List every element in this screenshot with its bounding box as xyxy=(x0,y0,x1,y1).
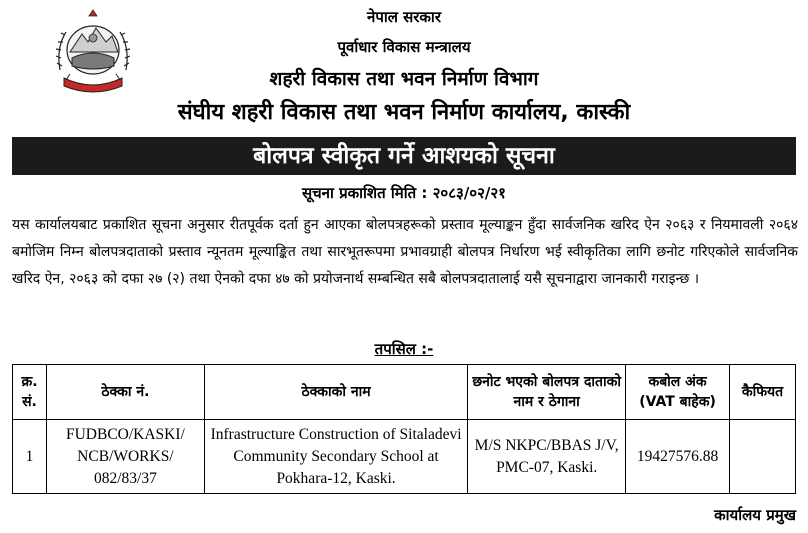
cell-bidder: M/S NKPC/BBAS J/V, PMC-07, Kaski. xyxy=(468,420,626,494)
cell-remarks xyxy=(730,420,796,494)
cell-contract-name: Infrastructure Construction of Sitaladevi Community Secondary School at Pokhara-12, Kaski. xyxy=(204,420,467,494)
cell-amount: 19427576.88 xyxy=(626,420,730,494)
header-contract-no: ठेक्का नं. xyxy=(46,365,204,420)
signature-title: कार्यालय प्रमुख xyxy=(714,506,796,524)
office-name: संघीय शहरी विकास तथा भवन निर्माण कार्यालय, कास्की xyxy=(177,100,631,125)
cell-serial: 1 xyxy=(13,420,47,494)
details-heading: तपसिल :- xyxy=(374,340,434,358)
ministry-name: पूर्वाधार विकास मन्त्रालय xyxy=(337,38,471,56)
table-header-row xyxy=(13,365,796,420)
header-serial: क्र. सं. xyxy=(13,365,47,420)
header-remarks: कैफियत xyxy=(730,365,796,420)
header-contract-name: ठेक्काको नाम xyxy=(204,365,467,420)
government-name: नेपाल सरकार xyxy=(367,8,441,26)
header-bidder: छनोट भएको बोलपत्र दाताको नाम र ठेगाना xyxy=(468,365,626,420)
cell-contract-no: FUDBCO/KASKI/ NCB/WORKS/ 082/83/37 xyxy=(46,420,204,494)
tender-table xyxy=(12,364,796,494)
publication-date: सूचना प्रकाशित मिति : २०८३/०२/२१ xyxy=(302,184,506,202)
department-name: शहरी विकास तथा भवन निर्माण विभाग xyxy=(269,68,539,90)
notice-body: यस कार्यालयबाट प्रकाशित सूचना अनुसार रीतपूर्वक दर्ता हुन आएका बोलपत्रहरूको प्रस्ताव मूल्याङ्कन हुँदा सार्वजनिक खरिद ऐन २०६३ र नियमावली २०६४ बमोजिम निम्न बोलपत्रदाताको प्रस्ताव न्यूनतम मूल्याङ्कित तथा सारभूतरूपमा प्रभावग्राही बोलपत्र निर्धारण भई स्वीकृतिका लागि छनोट गरिएकोले सार्वजनिक खरिद ऐन, २०६३ को दफा २७ (२) तथा ऐनको दफा ४७ को प्रयोजनार्थ सम्बन्धित सबै बोलपत्रदातालाई यसै सूचनाद्वारा जानकारी गराइन्छ । xyxy=(12,217,798,287)
header-amount: कबोल अंक (VAT बाहेक) xyxy=(626,365,730,420)
table-row xyxy=(13,420,796,494)
notice-title-banner: बोलपत्र स्वीकृत गर्ने आशयको सूचना xyxy=(12,137,796,175)
